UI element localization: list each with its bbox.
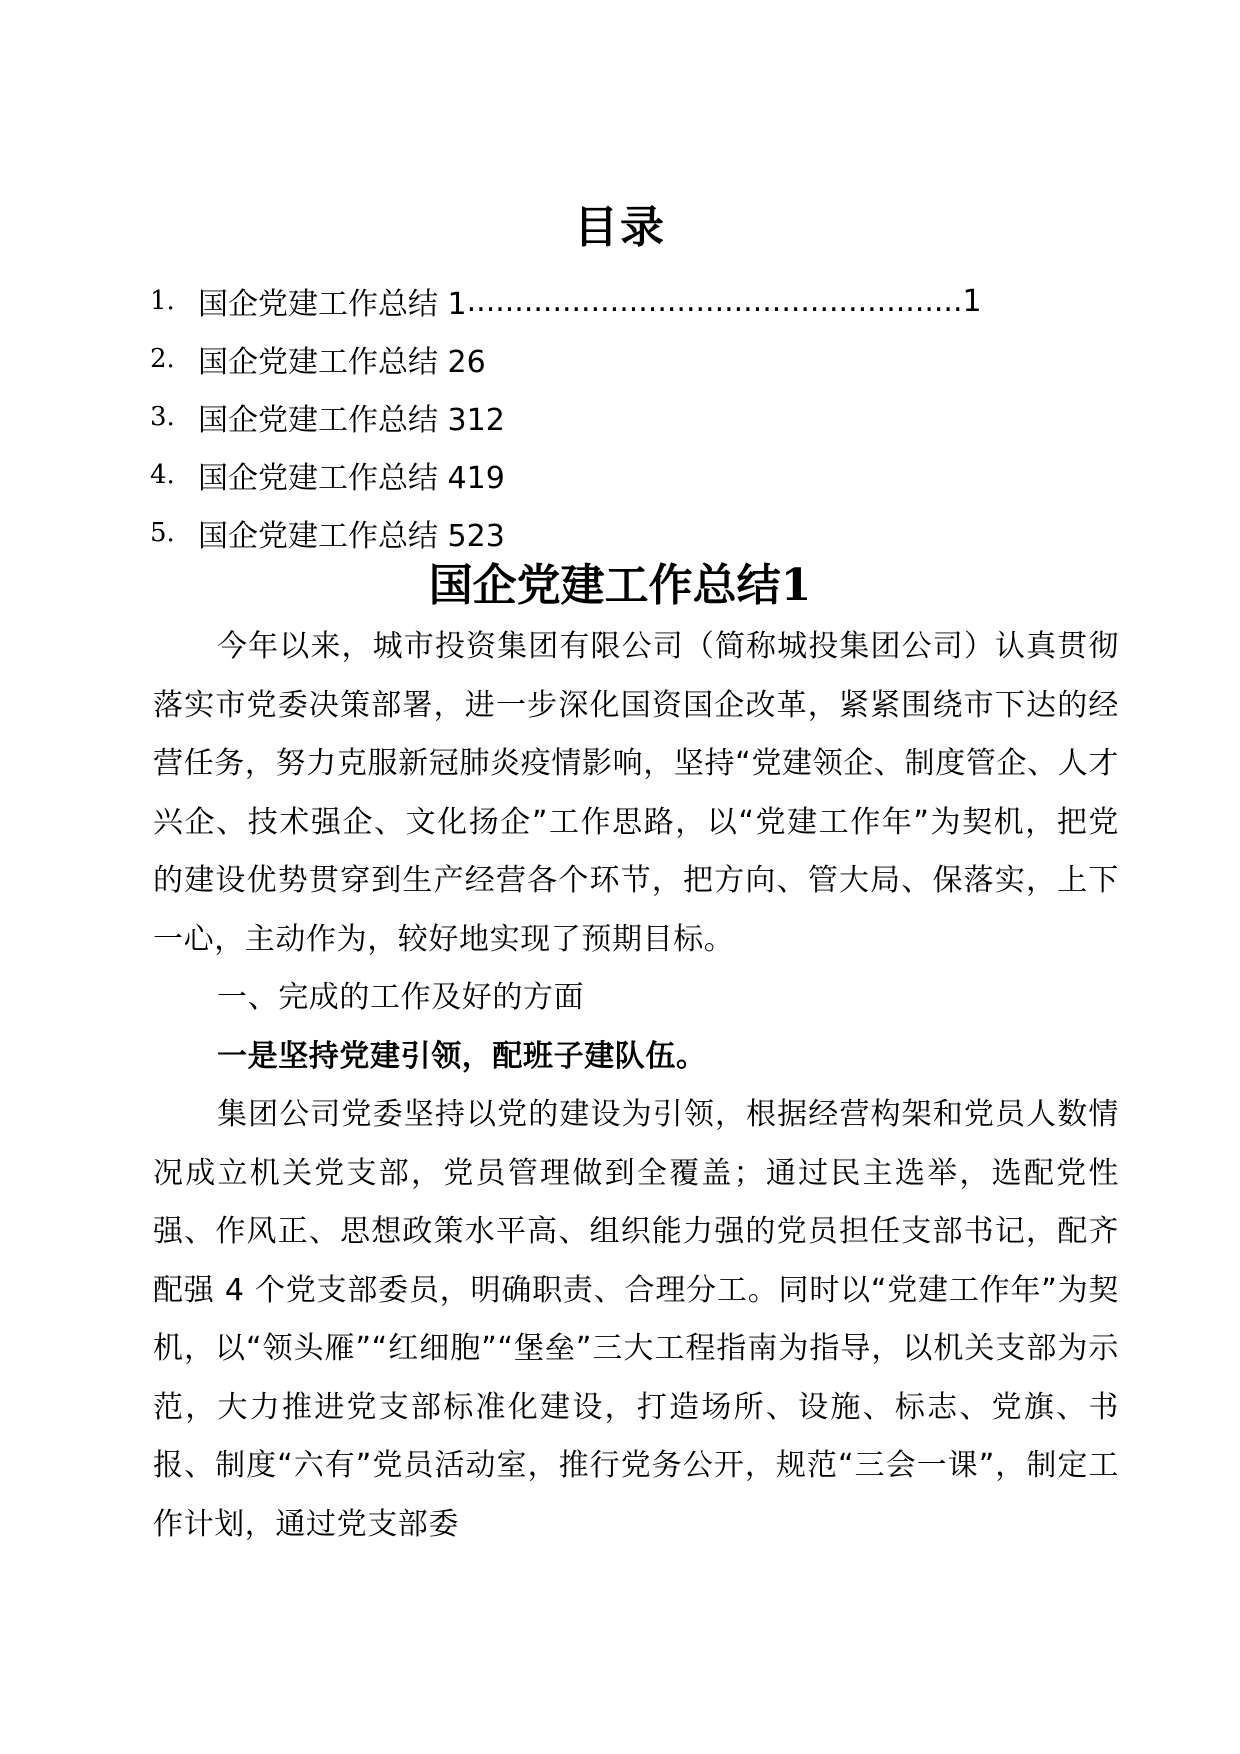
- toc-item-number: 4.: [150, 460, 175, 490]
- document-title-text: 国企党建工作总结: [428, 560, 781, 611]
- toc-item-label: 国企党建工作总结 26: [198, 345, 486, 380]
- toc-item[interactable]: [150, 272, 1090, 330]
- toc-item-number: 3.: [150, 402, 175, 432]
- toc-item[interactable]: [150, 330, 1090, 388]
- toc-item-label: 国企党建工作总结 419: [198, 461, 505, 496]
- table-of-contents: [150, 272, 1090, 562]
- toc-item-number: 5.: [150, 518, 175, 548]
- toc-item-label: 国企党建工作总结 1: [198, 287, 467, 322]
- document-title-number: 1: [780, 560, 812, 611]
- toc-item-page: 1: [962, 283, 982, 319]
- section-heading: 一、完成的工作及好的方面: [217, 980, 585, 1015]
- document-title: [0, 556, 1240, 616]
- toc-item-label: 国企党建工作总结 312: [198, 403, 505, 438]
- subsection-heading: 一是坚持党建引领，配班子建队伍。: [217, 1038, 707, 1074]
- toc-item[interactable]: [150, 388, 1090, 446]
- toc-leader-dots: ....................................................: [466, 283, 963, 319]
- toc-item[interactable]: [150, 504, 1090, 562]
- toc-item-number: 1.: [150, 286, 175, 316]
- toc-item-number: 2.: [150, 344, 175, 374]
- body-paragraph: 今年以来，城市投资集团有限公司（简称城投集团公司）认真贯彻落实市党委决策部署，进一步深化国资国企改革，紧紧围绕市下达的经营任务，努力克服新冠肺炎疫情影响，坚持“党建领企、制度管企、人才兴企、技术强企、文化扬企”工作思路，以“党建工作年”为契机，把党的建设优势贯穿到生产经营各个环节，把方向、管大局、保落实，上下一心，主动作为，较好地实现了预期目标。: [153, 629, 1119, 957]
- toc-item[interactable]: [150, 446, 1090, 504]
- body-paragraph: 集团公司党委坚持以党的建设为引领，根据经营构架和党员人数情况成立机关党支部，党员管理做到全覆盖；通过民主选举，选配党性强、作风正、思想政策水平高、组织能力强的党员担任支部书记，配齐配强 4 个党支部委员，明确职责、合理分工。同时以“党建工作年”为契机，以“领头雁”“红细胞”“堡垒”三大工程指南为指导，以机关支部为示范，大力推进党支部标准化建设，打造场所、设施、标志、党旗、书报、制度“六有”党员活动室，推行党务公开，规范“三会一课”，制定工作计划，通过党支部委: [153, 1097, 1119, 1542]
- toc-item-label: 国企党建工作总结 523: [198, 519, 505, 554]
- toc-title: 目录: [574, 202, 666, 253]
- document-body: [153, 618, 1119, 1554]
